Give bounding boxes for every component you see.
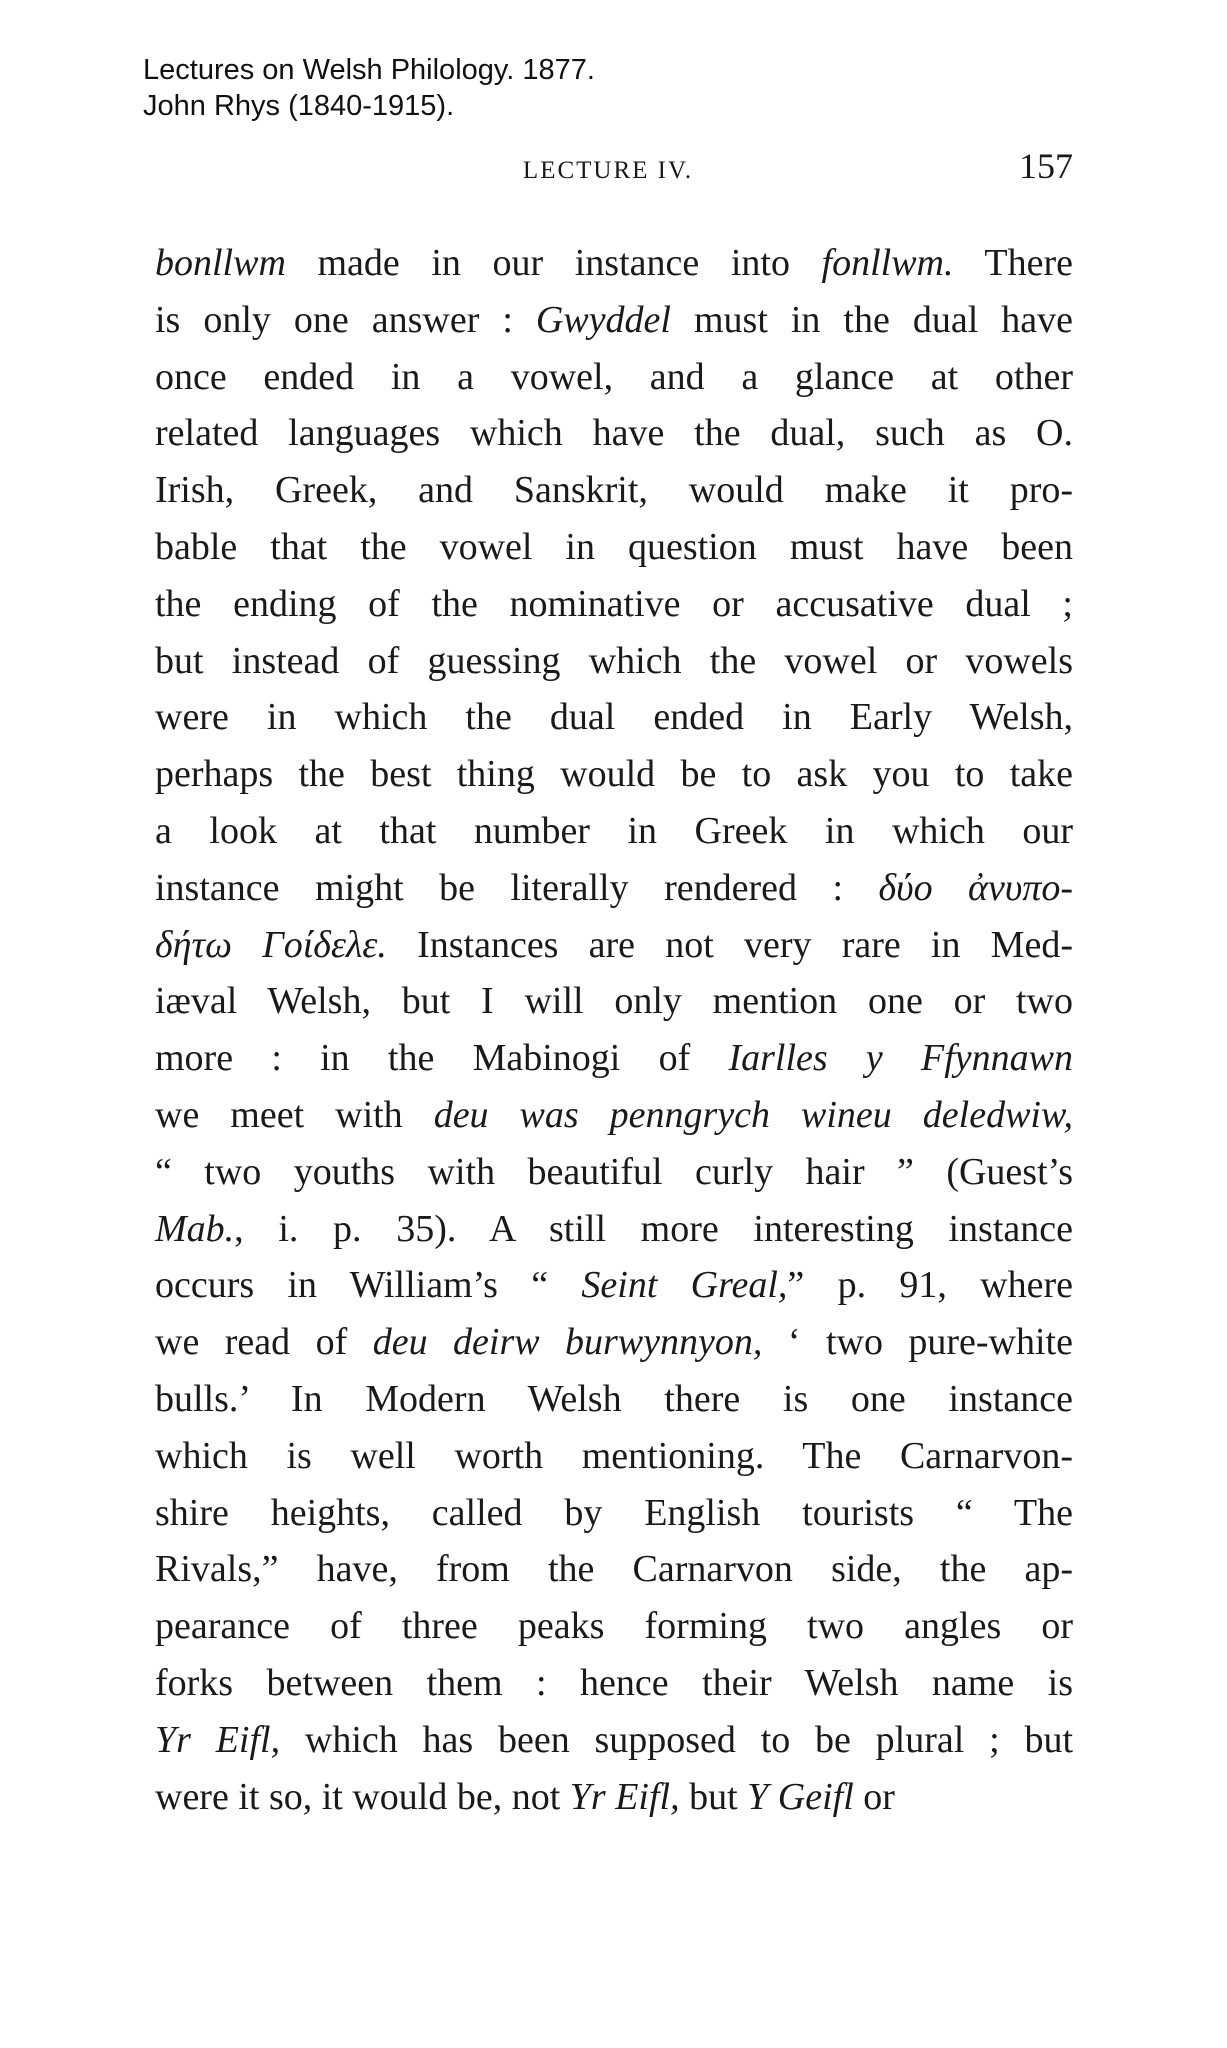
text-segment: a look at that number in Greek in which our	[155, 809, 1073, 852]
italic-text: Gwyddel	[535, 298, 671, 341]
italic-text: deu was penngrych wineu deledwiw,	[433, 1093, 1074, 1136]
italic-text: Yr Eifl,	[155, 1718, 281, 1761]
body-text	[155, 235, 1073, 1825]
text-line	[155, 235, 1073, 292]
text-segment: we read of	[155, 1321, 373, 1364]
text-segment: ‘ two pure-white	[762, 1321, 1073, 1364]
text-segment: but	[679, 1775, 748, 1818]
text-segment: which has been supposed to be plural ; but	[280, 1718, 1073, 1761]
text-segment: ” p. 91, where	[787, 1264, 1073, 1307]
text-segment: forks between them : hence their Welsh name is	[155, 1661, 1073, 1704]
text-segment: bulls.’ In Modern Welsh there is one instance	[155, 1377, 1073, 1420]
text-segment: shire heights, called by English tourists “ The	[155, 1491, 1073, 1534]
text-segment: occurs in William’s “	[155, 1264, 582, 1307]
text-segment: once ended in a vowel, and a glance at other	[155, 355, 1073, 398]
text-line	[155, 1144, 1073, 1201]
text-line	[155, 689, 1073, 746]
text-segment: related languages which have the dual, such as O.	[155, 412, 1073, 455]
italic-text: deu deirw burwynnyon,	[372, 1321, 763, 1364]
text-line	[155, 1485, 1073, 1542]
text-line	[155, 1201, 1073, 1258]
text-segment: made in our instance into	[285, 242, 822, 284]
text-segment: Rivals,” have, from the Carnarvon side, the ap-	[155, 1548, 1073, 1591]
text-line	[155, 1371, 1073, 1428]
text-segment: instance might be literally rendered :	[155, 866, 879, 909]
source-author: John Rhys (1840-1915).	[143, 90, 455, 122]
text-line	[155, 973, 1073, 1030]
text-line	[155, 1087, 1073, 1144]
text-line	[155, 1712, 1073, 1769]
running-head	[143, 145, 1073, 195]
text-line	[155, 1541, 1073, 1598]
text-line	[155, 1030, 1073, 1087]
text-line	[155, 1598, 1073, 1655]
italic-text: Y Geifl	[747, 1775, 854, 1818]
text-segment: the ending of the nominative or accusative dual ;	[155, 582, 1073, 625]
text-line	[155, 746, 1073, 803]
italic-text: Yr Eifl,	[569, 1775, 680, 1818]
text-line	[155, 519, 1073, 576]
text-line	[155, 1314, 1073, 1371]
text-segment: but instead of guessing which the vowel or vowels	[155, 639, 1073, 682]
text-line	[155, 803, 1073, 860]
text-segment: must in the dual have	[670, 298, 1073, 341]
text-segment: , i. p. 35). A still more interesting instance	[234, 1207, 1073, 1250]
text-line	[155, 349, 1073, 406]
text-segment: Irish, Greek, and Sanskrit, would make it pro-	[155, 469, 1073, 512]
italic-text: Seint Greal,	[581, 1264, 788, 1307]
italic-text: Iarlles y Ffynnawn	[728, 1037, 1074, 1080]
italic-text: fonllwm.	[821, 242, 954, 284]
text-segment: or	[853, 1775, 895, 1818]
text-segment: perhaps the best thing would be to ask you to take	[155, 753, 1073, 796]
text-line	[155, 1769, 1073, 1826]
text-segment: more : in the Mabinogi of	[155, 1037, 729, 1080]
italic-text: bonllwm	[155, 242, 286, 284]
text-line	[155, 1257, 1073, 1314]
text-segment: iæval Welsh, but I will only mention one or two	[155, 980, 1073, 1023]
text-line	[155, 292, 1073, 349]
text-line	[155, 917, 1073, 974]
italic-text: δύο ἀνυπο-	[878, 866, 1073, 909]
text-segment: were it so, it would be, not	[155, 1775, 570, 1818]
text-line	[155, 576, 1073, 633]
text-line	[155, 462, 1073, 519]
text-line	[155, 633, 1073, 690]
text-line	[155, 1428, 1073, 1485]
text-segment: bable that the vowel in question must have been	[155, 525, 1073, 568]
page-number: 157	[1019, 146, 1073, 186]
text-line	[155, 860, 1073, 917]
italic-text: Mab.	[155, 1207, 235, 1250]
running-title: LECTURE IV.	[522, 157, 694, 184]
text-line	[155, 1655, 1073, 1712]
italic-text: δήτω Γοίδελε.	[155, 923, 387, 966]
text-segment: Instances are not very rare in Med-	[386, 923, 1073, 966]
text-line	[155, 405, 1073, 462]
source-title: Lectures on Welsh Philology. 1877.	[143, 54, 595, 86]
text-segment: is only one answer :	[155, 298, 536, 341]
text-segment: pearance of three peaks forming two angles or	[155, 1605, 1073, 1648]
text-segment: which is well worth mentioning. The Carnarvon-	[155, 1434, 1073, 1477]
source-note	[143, 52, 595, 124]
text-segment: were in which the dual ended in Early Welsh,	[155, 696, 1073, 739]
text-segment: we meet with	[155, 1093, 434, 1136]
text-segment: “ two youths with beautiful curly hair ” (Guest’s	[155, 1150, 1073, 1193]
text-segment: There	[953, 242, 1073, 284]
